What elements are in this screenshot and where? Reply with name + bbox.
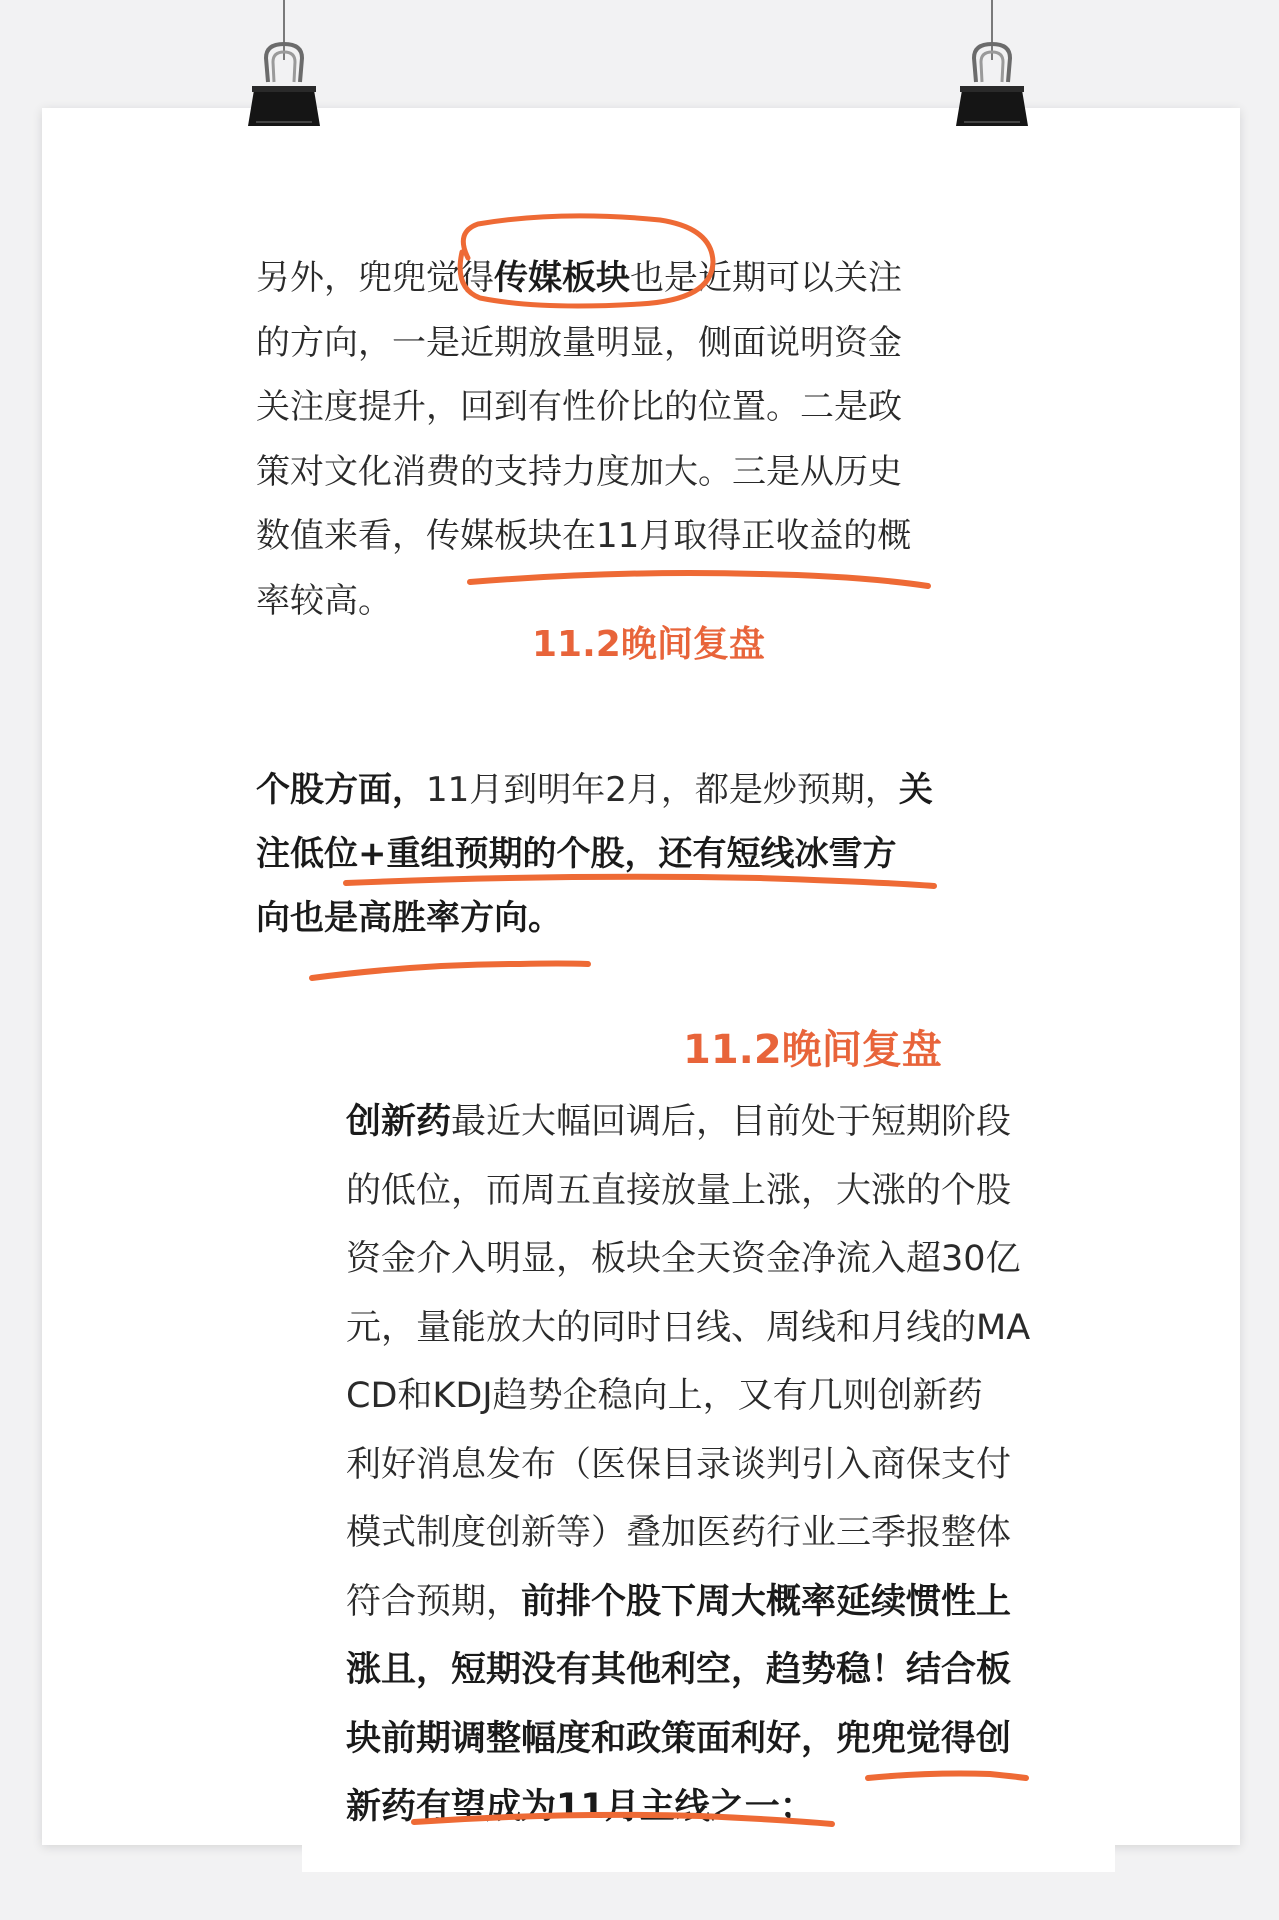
text-line bbox=[346, 1225, 1106, 1294]
text-run: 关注度提升，回到有性价比的位置。二是政 bbox=[256, 387, 902, 427]
text-line bbox=[256, 758, 956, 822]
text-line bbox=[256, 311, 956, 376]
text-run: 元，量能放大的同时日线、周线和月线的MA bbox=[346, 1307, 1031, 1348]
text-run: 符合预期， bbox=[346, 1581, 522, 1622]
bold-text-run: 关 bbox=[898, 770, 933, 810]
bold-text-run: 前排个股下周大概率延续惯性上 bbox=[521, 1581, 1012, 1622]
text-run: 另外，兜兜觉得 bbox=[256, 258, 494, 298]
text-line bbox=[256, 246, 956, 311]
bold-text-run: 块前期调整幅度和政策面利好，兜兜觉得创 bbox=[346, 1718, 1012, 1759]
text-line bbox=[346, 1088, 1106, 1157]
text-line bbox=[256, 822, 956, 886]
text-line bbox=[256, 886, 956, 950]
bold-text-run: 传媒板块 bbox=[494, 258, 630, 298]
text-run: CD和KDJ趋势企稳向上，又有几则创新药 bbox=[346, 1376, 983, 1416]
text-run: 模式制度创新等）叠加医药行业三季报整体 bbox=[346, 1513, 1012, 1553]
bold-text-run: 个股方面， bbox=[256, 770, 426, 810]
bold-text-run: 注低位+重组预期的个股，还有短线冰雪方 bbox=[256, 834, 897, 874]
bold-text-run: 创新药 bbox=[346, 1102, 452, 1142]
text-run: 数值来看，传媒板块在11月取得正收益的概 bbox=[256, 516, 912, 556]
binder-clip-icon bbox=[954, 38, 1030, 128]
text-run: 率较高。 bbox=[256, 580, 392, 621]
binder-clip-icon bbox=[246, 38, 322, 128]
text-run: 也是近期可以关注 bbox=[630, 258, 902, 298]
text-run: 策对文化消费的支持力度加大。三是从历史 bbox=[256, 451, 902, 492]
bold-text-run: 涨且，短期没有其他利空，趋势稳！结合板 bbox=[346, 1650, 1012, 1690]
text-line bbox=[256, 504, 956, 569]
text-run: 最近大幅回调后，目前处于短期阶段 bbox=[451, 1102, 1012, 1142]
text-line bbox=[346, 1499, 1106, 1568]
text-line bbox=[346, 1773, 1106, 1842]
text-run: 资金介入明显，板块全天资金净流入超30亿 bbox=[346, 1239, 1021, 1279]
text-line bbox=[346, 1157, 1106, 1226]
text-run: 的低位，而周五直接放量上涨，大涨的个股 bbox=[346, 1170, 1012, 1211]
bold-text-run: 新药有望成为11月主线之一； bbox=[346, 1787, 815, 1827]
text-line bbox=[346, 1294, 1106, 1363]
innovative-drug-paragraph bbox=[346, 1088, 1106, 1842]
section-heading-review: 11.2晚间复盘 bbox=[683, 1027, 942, 1073]
text-run: 利好消息发布（医保目录谈判引入商保支付 bbox=[346, 1444, 1012, 1485]
text-run: 的方向，一是近期放量明显，侧面说明资金 bbox=[256, 322, 902, 363]
section-heading-review: 11.2晚间复盘 bbox=[532, 624, 765, 665]
text-line bbox=[346, 1705, 1106, 1774]
text-line bbox=[346, 1431, 1106, 1500]
text-run: 11月到明年2月，都是炒预期， bbox=[426, 770, 899, 810]
bold-text-run: 向也是高胜率方向。 bbox=[256, 898, 562, 938]
text-line bbox=[256, 440, 956, 505]
media-sector-paragraph bbox=[256, 246, 956, 633]
text-line bbox=[346, 1636, 1106, 1705]
stock-focus-paragraph bbox=[256, 758, 956, 950]
text-line bbox=[346, 1568, 1106, 1637]
text-line bbox=[256, 375, 956, 440]
text-line bbox=[346, 1362, 1106, 1431]
